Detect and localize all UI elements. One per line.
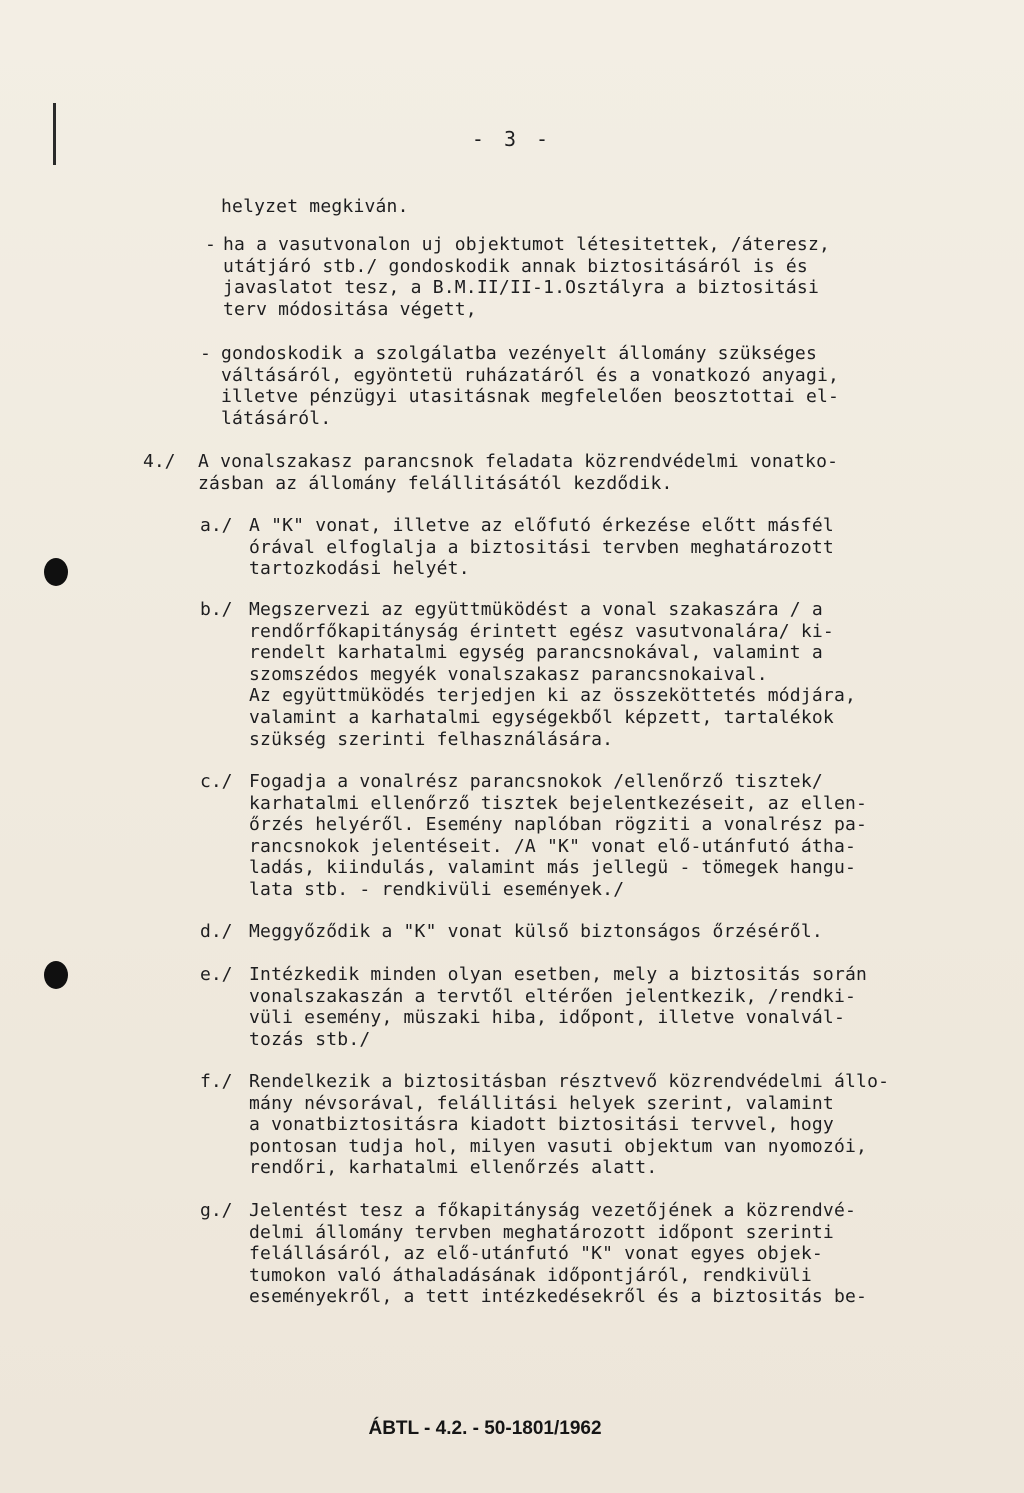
bullet-marker: - [200, 343, 211, 364]
text-line: rendőrfőkapitányság érintett egész vasutvonalára/ ki- [249, 620, 834, 642]
section-heading [198, 451, 838, 494]
bullet-paragraph [223, 234, 830, 320]
text-line: A "K" vonat, illetve az előfutó érkezése előtt másfél [249, 515, 834, 536]
text-line: helyzet megkiván. [221, 196, 409, 217]
text-line: tumokon való áthaladásának időpontjáról, rendkivüli [249, 1264, 812, 1286]
item-text-g [249, 1200, 867, 1308]
text-line: javaslatot tesz, a B.M.II/II-1.Osztályra a biztositási [223, 277, 819, 299]
text-line: terv módositása végett, [223, 298, 477, 320]
bullet-paragraph [221, 343, 839, 429]
text-line: Rendelkezik a biztositásban résztvevő közrendvédelmi állo- [249, 1071, 890, 1092]
text-line: vüli esemény, müszaki hiba, időpont, illetve vonalvál- [249, 1007, 845, 1029]
item-text-b [249, 599, 856, 750]
text-line: látásáról. [221, 407, 332, 429]
item-label-a: a./ [200, 515, 233, 536]
text-line: Intézkedik minden olyan esetben, mely a biztositás során [249, 964, 868, 985]
text-line: zásban az állomány felállitásától kezdődik. [198, 472, 673, 494]
item-label-e: e./ [200, 964, 233, 985]
text-line: szükség szerinti felhasználására. [249, 728, 614, 750]
item-label-d: d./ [200, 921, 233, 942]
archive-reference: ÁBTL - 4.2. - 50-1801/1962 [368, 1418, 602, 1439]
item-text-a [249, 515, 834, 580]
text-line: a vonatbiztositásra kiadott biztositási tervvel, hogy [249, 1114, 834, 1136]
item-label-b: b./ [200, 599, 233, 620]
bullet-marker: - [205, 234, 216, 255]
item-label-f: f./ [200, 1071, 233, 1092]
text-line: mány névsorával, felállitási helyek szerint, valamint [249, 1092, 834, 1114]
item-text-e [249, 964, 867, 1050]
text-line: tartozkodási helyét. [249, 558, 470, 580]
text-line: pontosan tudja hol, milyen vasuti objektum van nyomozói, [249, 1135, 868, 1157]
text-line: eseményekről, a tett intézkedésekről és a biztositás be- [249, 1286, 868, 1308]
text-line: Megszervezi az együttmüködést a vonal szakaszára / a [249, 599, 823, 620]
text-line: Meggyőződik a "K" vonat külső biztonságos őrzéséről. [249, 921, 823, 942]
punch-hole-bottom [44, 961, 68, 989]
text-line: órával elfoglalja a biztositási tervben meghatározott [249, 536, 834, 558]
text-line: karhatalmi ellenőrző tisztek bejelentkezéseit, az ellen- [249, 792, 868, 814]
text-line: ladás, kiindulás, valamint más jellegü - tömegek hangu- [249, 857, 857, 879]
punch-hole-top [44, 558, 68, 586]
text-line: vonalszakaszán a tervtől eltérően jelentkezik, /rendki- [249, 985, 857, 1007]
text-line: utátjáró stb./ gondoskodik annak biztositásáról is és [223, 255, 808, 277]
text-line: rendőri, karhatalmi ellenőrzés alatt. [249, 1157, 658, 1179]
text-line: illetve pénzügyi utasitásnak megfelelően beosztottai el- [221, 386, 840, 408]
text-line: Fogadja a vonalrész parancsnokok /ellenőrző tisztek/ [249, 771, 823, 792]
text-line: szomszédos megyék vonalszakasz parancsnokaival. [249, 663, 768, 685]
item-text-f [249, 1071, 889, 1179]
item-text-d [249, 921, 823, 943]
text-line: Jelentést tesz a főkapitányság vezetőjének a közrendvé- [249, 1200, 857, 1221]
text-line: felállásáról, az elő-utánfutó "K" vonat egyes objek- [249, 1243, 823, 1265]
text-line: őrzés helyéről. Esemény naplóban rögziti a vonalrész pa- [249, 814, 868, 836]
text-line: rendelt karhatalmi egység parancsnokával, valamint a [249, 642, 823, 664]
text-line: ha a vasutvonalon uj objektumot létesitettek, /áteresz, [223, 234, 831, 255]
page-number: - 3 - [471, 127, 553, 151]
item-label-g: g./ [200, 1200, 233, 1221]
text-line: rancsnokok jelentéseit. /A "K" vonat elő-utánfutó átha- [249, 835, 857, 857]
text-line: valamint a karhatalmi egységekből képzett, tartalékok [249, 706, 834, 728]
text-line: tozás stb./ [249, 1028, 371, 1050]
item-text-c [249, 771, 867, 901]
text-line: Az együttmüködés terjedjen ki az összeköttetés módjára, [249, 685, 857, 707]
text-line: váltásáról, egyöntetü ruházatáról és a vonatkozó anyagi, [221, 364, 840, 386]
text-line: lata stb. - rendkivüli események./ [249, 878, 625, 900]
text-line: gondoskodik a szolgálatba vezényelt állomány szükséges [221, 343, 817, 364]
text-line: A vonalszakasz parancsnok feladata közrendvédelmi vonatko- [198, 451, 839, 472]
section-number: 4./ [143, 451, 176, 472]
intro-text [221, 196, 409, 218]
text-line: delmi állomány tervben meghatározott időpont szerinti [249, 1221, 834, 1243]
item-label-c: c./ [200, 771, 233, 792]
